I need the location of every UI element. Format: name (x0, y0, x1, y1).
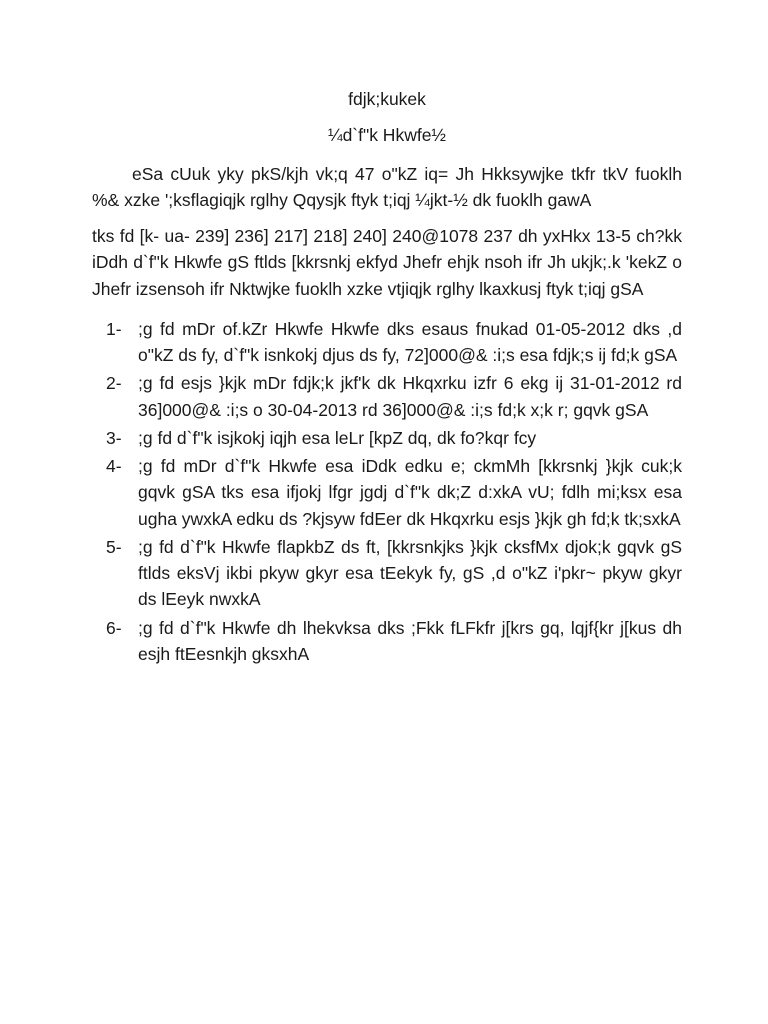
list-item-number: 1- (106, 318, 122, 339)
list-item (106, 453, 682, 532)
list-item-text: ;g fd d`f"k Hkwfe flapkbZ ds ft, [kkrsnkjks }kjk cksfMx djok;k gqvk gS ftlds eksVj ikbi pkyw gkyr esa tEekyk fy, gS ,d o"kZ i'pkr~ pkyw gkyr ds lEeyk nwxkA (138, 536, 682, 610)
list-item (106, 370, 682, 423)
list-item-number: 3- (106, 427, 122, 448)
list-item-number: 2- (106, 373, 122, 394)
list-item-number: 6- (106, 617, 122, 638)
land-details-paragraph: tks fd [k- ua- 239] 236] 217] 218] 240] 240@1078 237 dh yxHkx 13-5 ch?kk iDdh d`f"k Hkwfe gS ftlds [kkrsnkj ekfyd Jhefr ehjk nsoh ifr Jh ukjk;.k 'kekZ o Jhefr izsensoh ifr Nktwjke fuoklh xzke vtjiqjk rglhy lkaxkusj ftyk t;iqj gSA (92, 226, 682, 299)
list-item-text: ;g fd mDr d`f"k Hkwfe esa iDdk edku e; ckmMh [kkrsnkj }kjk cuk;k gqvk gSA tks esa ifjokj lfgr jgdj d`f"k dk;Z d:xkA vU; fdlh mi;ksx esa ugha ywxkA edku ds ?kjsyw fdEer dk Hkqxrku esjs }kjk gh fd;k tk;sxkA (138, 456, 682, 529)
intro-paragraph: eSa cUuk yky pkS/kjh vk;q 47 o"kZ iq= Jh Hkksywjke tkfr tkV fuoklh %& xzke ';ksflagiqjk rglhy Qqysjk ftyk t;iqj ¼jkt-½ dk fuoklh gawA (92, 163, 682, 210)
numbered-list (92, 316, 682, 667)
list-item (106, 615, 682, 668)
list-item (106, 534, 682, 613)
document-subtitle: ¼d`f"k Hkwfe½ (327, 125, 447, 146)
list-item-text: ;g fd esjs }kjk mDr fdjk;k jkf'k dk Hkqxrku izfr 6 ekg ij 31-01-2012 rd 36]000@& :i;s o 30-04-2013 rd 36]000@& :i;s fd;k x;k r; gqvk gSA (138, 373, 682, 420)
list-item (106, 425, 682, 451)
list-item-text: ;g fd d`f"k isjkokj iqjh esa leLr [kpZ dq, dk fo?kqr fcy (138, 427, 537, 448)
list-item-text: ;g fd d`f"k Hkwfe dh lhekvksa dks ;Fkk fLFkfr j[krs gq, lqjf{kr j[kus dh esjh ftEesnkjh gksxhA (138, 617, 682, 664)
list-item (106, 316, 682, 369)
list-item-number: 4- (106, 456, 122, 476)
list-item-number: 5- (106, 536, 122, 557)
document-title: fdjk;kukek (348, 89, 426, 109)
list-item-text: ;g fd mDr of.kZr Hkwfe Hkwfe dks esaus fnukad 01-05-2012 dks ,d o"kZ ds fy, d`f"k isnkokj djus ds fy, 72]000@& :i;s esa fdjk;s ij fd;k gSA (138, 318, 682, 365)
